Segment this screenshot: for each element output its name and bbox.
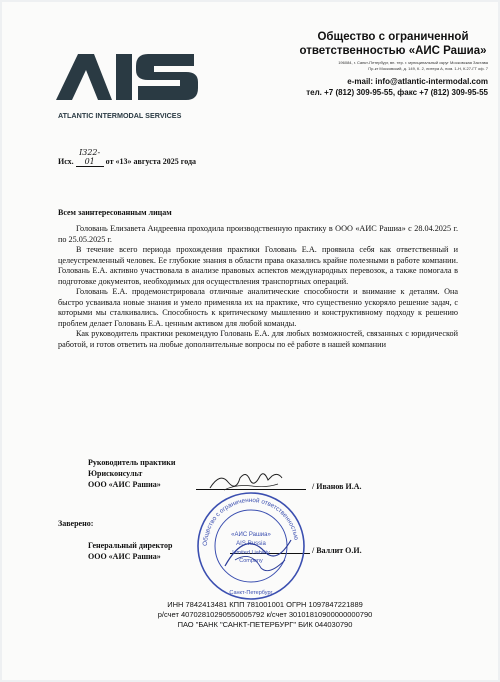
company-line-1: Общество с ограниченной — [317, 31, 469, 43]
supervisor-position: Юрисконсульт — [88, 469, 143, 478]
supervisor-block — [88, 457, 176, 490]
paragraph: Головань Елизавета Андреевна проходила производственную практику в ООО «АИС Рашиа» с 28.04.2025 г. по 25.05.2025 г. — [58, 224, 458, 244]
letter-body — [58, 224, 458, 350]
footer-bank: ПАО "БАНК "САНКТ-ПЕТЕРБУРГ" БИК 044030790 — [177, 620, 353, 629]
logo-tagline: ATLANTIC INTERMODAL SERVICES — [58, 111, 182, 120]
reference-number: I322-01 — [76, 148, 104, 167]
address-line-2: Пр-кт Московский, д. 149, К. 2, литера А, пом. 1-Н, К.27-ГТ оф. 7 — [368, 66, 488, 71]
seal-outer-text: Общество с ограниченной ответственностью — [201, 496, 300, 547]
company-address — [288, 60, 488, 72]
seal-company: Company — [239, 558, 263, 564]
greeting: Всем заинтересованным лицам — [58, 208, 172, 217]
company-name — [298, 30, 488, 58]
seal-llc: Limited Liability — [232, 550, 270, 556]
seal-name: «АИС Рашиа» — [231, 532, 271, 538]
director-block — [88, 540, 172, 562]
supervisor-role: Руководитель практики — [88, 458, 176, 467]
email-line: e-mail: info@atlantic-intermodal.com — [347, 77, 488, 86]
certified-label: Заверено: — [58, 519, 94, 528]
outgoing-reference — [58, 148, 196, 167]
seal-city: Санкт-Петербург — [229, 590, 273, 596]
company-line-2: ответственностью «АИС Рашиа» — [299, 45, 487, 57]
director-org: ООО «АИС Рашиа» — [88, 552, 161, 561]
ais-logo — [52, 48, 212, 128]
contact-block — [306, 76, 488, 98]
director-name: / Валлит О.И. — [312, 546, 362, 555]
supervisor-name: / Иванов И.А. — [312, 482, 362, 491]
company-seal — [195, 490, 307, 602]
footer-inn: ИНН 7842413481 КПП 781001001 ОГРН 1097847221889 — [167, 600, 363, 609]
bank-details — [140, 600, 390, 630]
paragraph: В течение всего периода прохождения практики Головань Е.А. проявила себя как ответственный и целеустремленный человек. Ее глубокие знания в области права оказались крайне полезными в работе компании. Головань Е.А. активно участвовала в анализе правовых аспектов международных перевозок, а также помогала в подготовке документов, необходимых для осуществления транспортных операций. — [58, 245, 458, 286]
reference-date: от «13» августа 2025 года — [105, 157, 197, 166]
footer-accounts: р/счет 40702810290550005792 к/счет 30101810900000000790 — [157, 610, 373, 619]
paragraph: Как руководитель практики рекомендую Головань Е.А. для любых возможностей, связанных с юридической работой, и готов ответить на любые дополнительные вопросы по её работе в нашей компании — [58, 329, 458, 349]
paragraph: Головань Е.А. продемонстрировала отличные аналитические способности и внимание к деталям. Она быстро усваивала новые знания и умело применяла их на практике, что существенно ускоряло решение задач, с которыми мы сталкивались. Способность к критическому мышлению и конструктивному подходу к решению проблем делает Головань Е.А. ценным активом для любой команды. — [58, 287, 458, 328]
reference-prefix: Исх. — [58, 157, 74, 166]
director-role: Генеральный директор — [88, 541, 173, 550]
address-line-1: 196084, г. Санкт-Петербург, вн. тер. г. муниципальный округ Московская Застава — [338, 60, 488, 65]
phone-line: тел. +7 (812) 309-95-55, факс +7 (812) 309-95-55 — [306, 88, 488, 97]
seal-name-en: AIS Russia — [236, 541, 266, 547]
supervisor-org: ООО «АИС Рашиа» — [88, 480, 161, 489]
